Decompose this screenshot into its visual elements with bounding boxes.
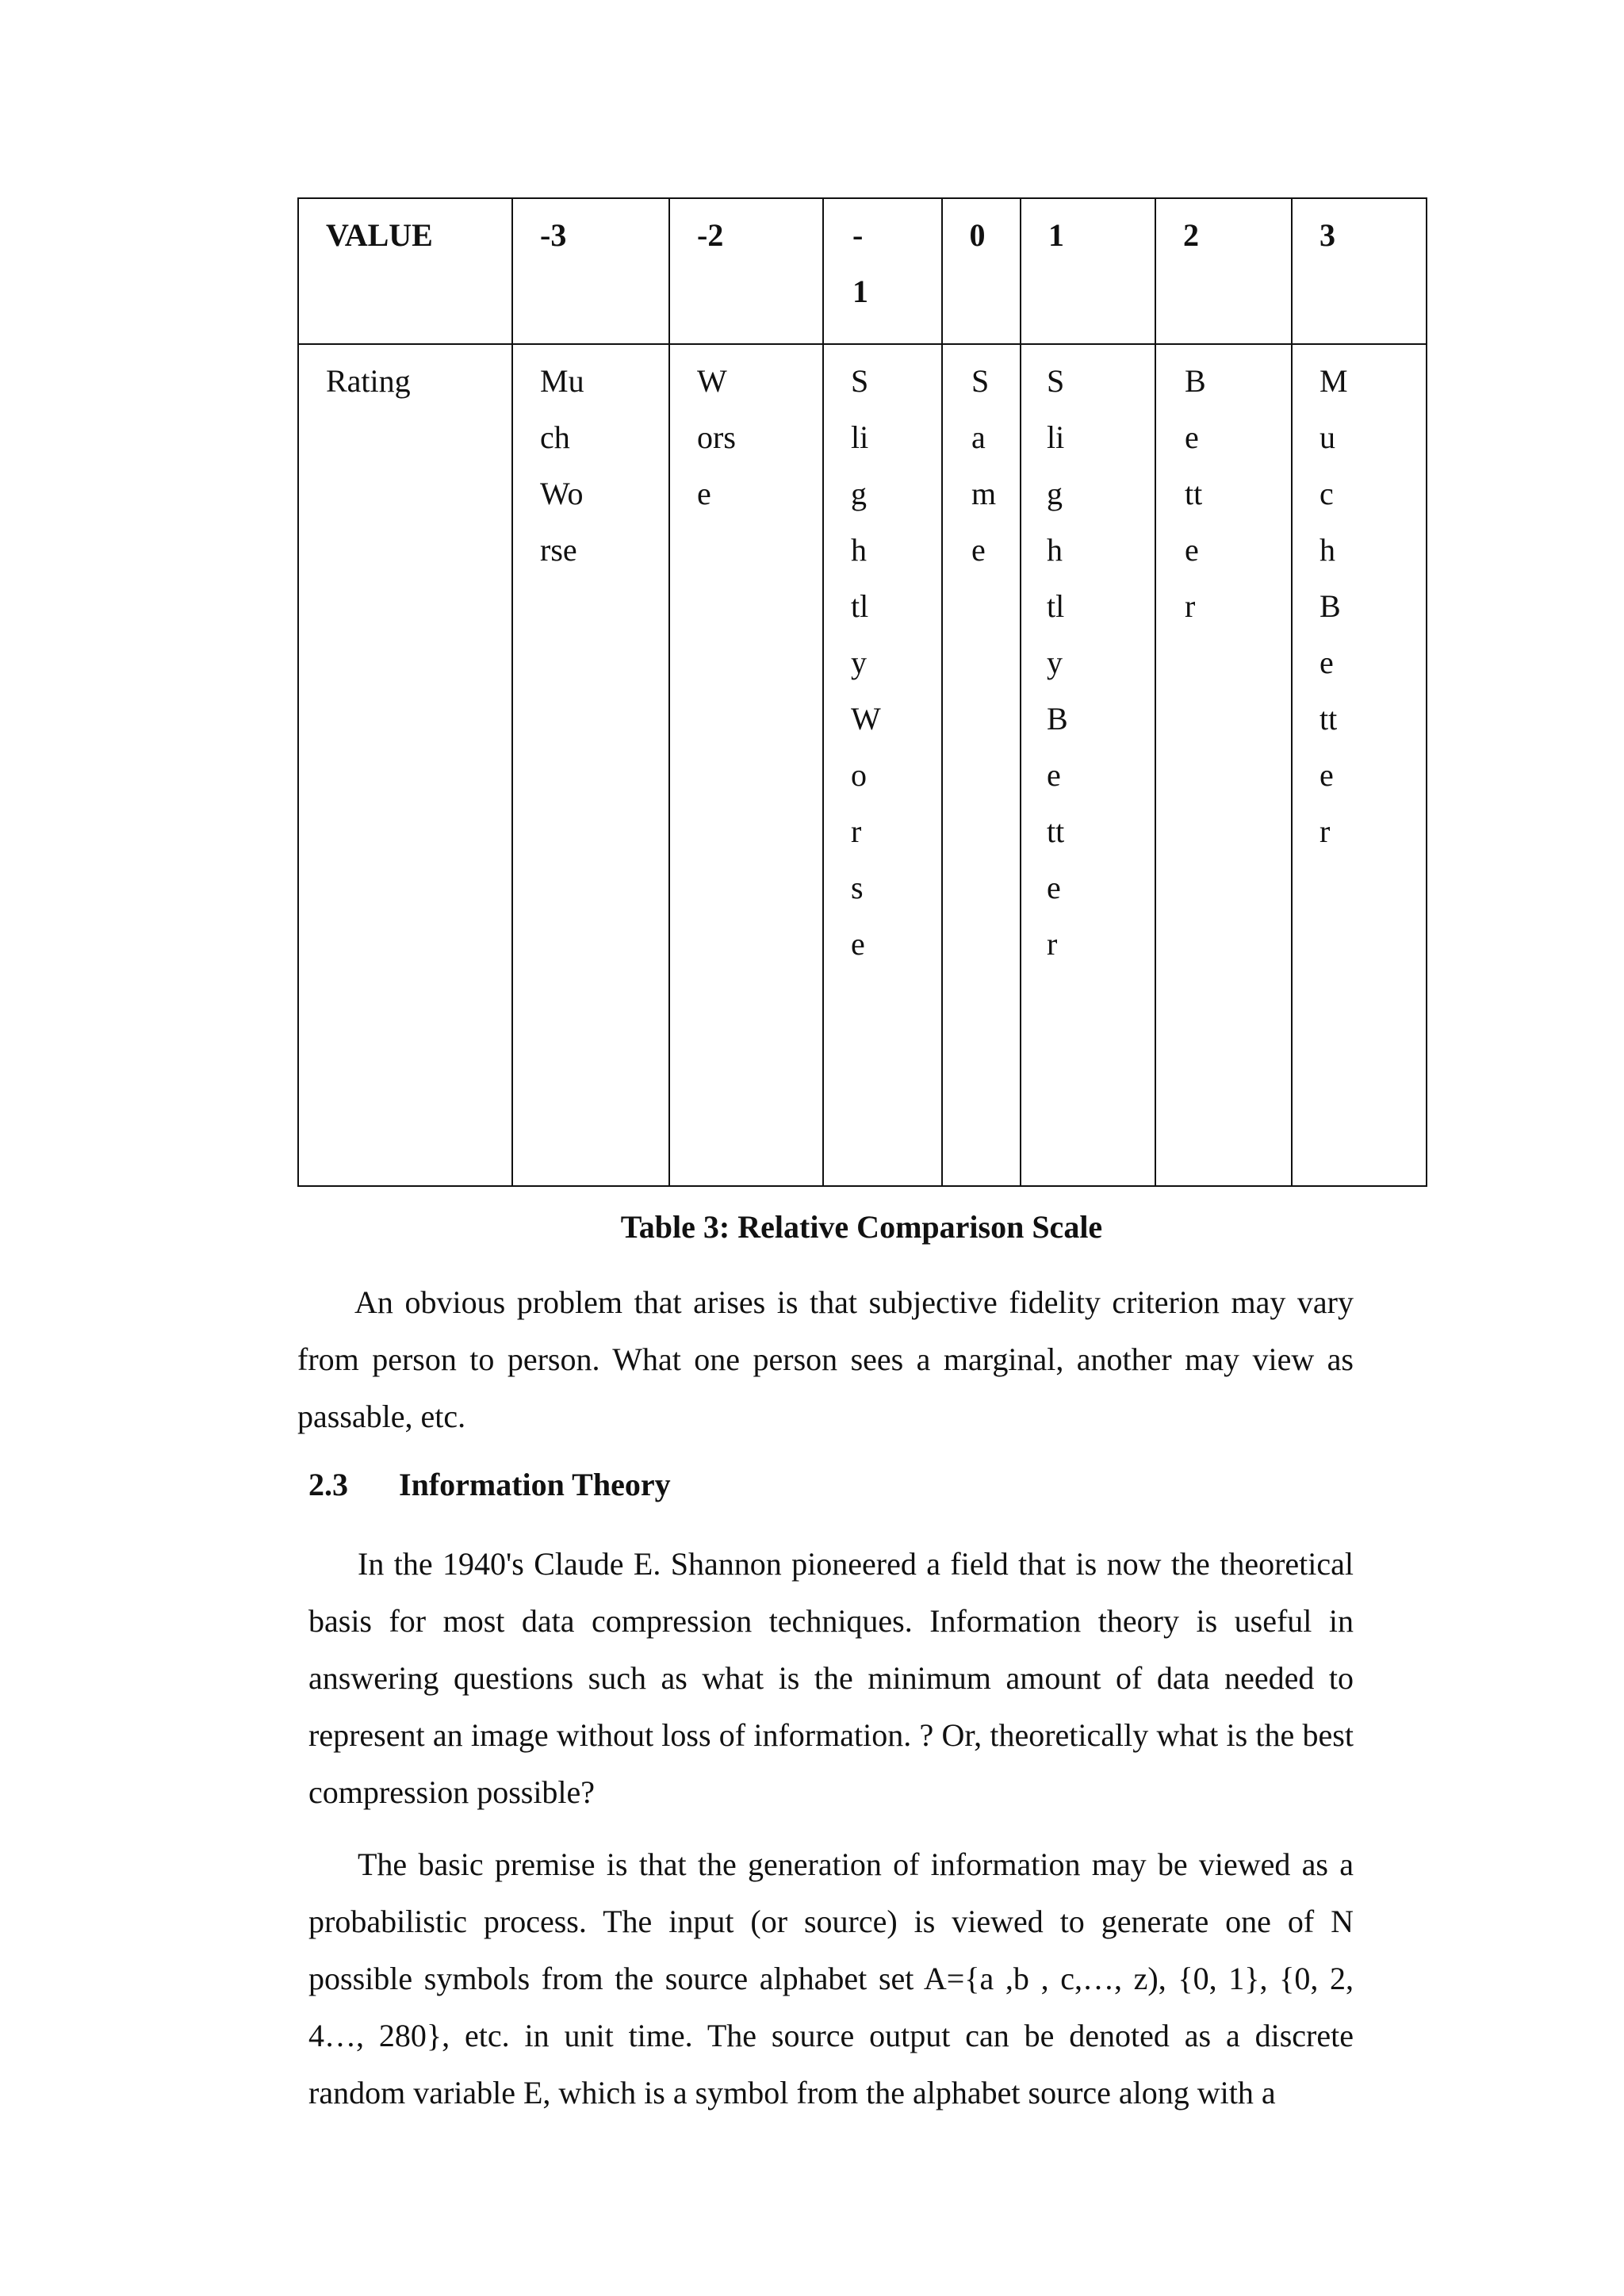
rating-cell: Much Worse [512, 344, 669, 1186]
rating-cell: Slightly Worse [823, 344, 942, 1186]
header-cell: -3 [512, 198, 669, 344]
section-number: 2.3 [308, 1467, 348, 1502]
rating-cell: Better [1155, 344, 1292, 1186]
rating-cell: Slightly Better [1021, 344, 1155, 1186]
rating-cell: Much Better [1292, 344, 1427, 1186]
paragraph-premise: The basic premise is that the generation of information may be viewed as a probabilistic process. The input (or source) is viewed to generate one of N possible symbols from the source alphabet set A={a ,b , c,…, z), {0, 1}, {0, 2, 4…, 280}, etc. in unit time. The source output can be denoted as a discrete random variable E, which is a symbol from the alphabet source along with a [308, 1846, 1354, 2110]
rating-cell: Worse [669, 344, 823, 1186]
comparison-scale-table [297, 197, 1427, 1187]
header-cell: 1 [1021, 198, 1155, 344]
table-caption: Table 3: Relative Comparison Scale [620, 1209, 1103, 1245]
table-rating-row [298, 344, 1427, 1186]
paragraph-shannon: In the 1940's Claude E. Shannon pioneered a field that is now the theoretical basis for most data compression techniques. Information theory is useful in answering questions such as what is the minimum amount of data needed to represent an image without loss of information. ? Or, theoretically what is the best compression possible? [308, 1546, 1354, 1810]
header-cell: -2 [669, 198, 823, 344]
section-title: Information Theory [399, 1467, 671, 1502]
value-header: VALUE [326, 217, 433, 253]
header-cell: -1 [823, 198, 942, 344]
header-cell: 0 [942, 198, 1021, 344]
table-header-row [298, 198, 1427, 344]
paragraph-fidelity: An obvious problem that arises is that subjective fidelity criterion may vary from person to person. What one person sees a marginal, another may view as passable, etc. [297, 1284, 1354, 1434]
rating-cell: Same [942, 344, 1021, 1186]
rating-label-cell: Rating [298, 344, 512, 1186]
header-cell: 2 [1155, 198, 1292, 344]
header-cell [298, 198, 512, 344]
header-cell: 3 [1292, 198, 1427, 344]
section-heading [308, 1461, 671, 1509]
